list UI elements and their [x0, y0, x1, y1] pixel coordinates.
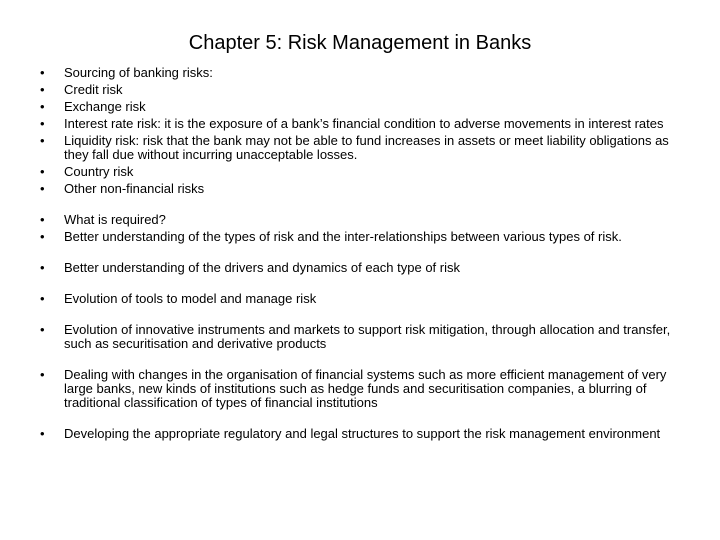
list-item: [40, 117, 690, 131]
bullet-list: [40, 66, 690, 444]
bullet-icon: •: [40, 99, 45, 114]
list-item: [40, 427, 690, 441]
bullet-icon: •: [40, 260, 45, 275]
slide-title: Chapter 5: Risk Management in Banks: [188, 32, 532, 54]
bullet-icon: •: [40, 82, 45, 97]
bullet-text: Liquidity risk: risk that the bank may not be able to fund increases in assets or meet liability obligations as they fall due without incurring unacceptable losses.: [64, 133, 669, 162]
list-item: [40, 292, 690, 306]
bullet-icon: •: [40, 229, 45, 244]
bullet-icon: •: [40, 291, 45, 306]
bullet-text: Interest rate risk: it is the exposure of a bank’s financial condition to adverse movements in interest rates: [64, 116, 664, 131]
bullet-icon: •: [40, 133, 45, 148]
list-item: [40, 368, 690, 410]
list-item: [40, 323, 690, 351]
bullet-icon: •: [40, 426, 45, 441]
bullet-icon: •: [40, 322, 45, 337]
bullet-text: Other non-financial risks: [64, 181, 205, 196]
bullet-icon: •: [40, 164, 45, 179]
list-item: [40, 134, 690, 162]
bullet-text: What is required?: [64, 212, 166, 227]
list-item: [40, 261, 690, 275]
bullet-text: Dealing with changes in the organisation of financial systems such as more efficient management of very large banks, new kinds of institutions such as hedge funds and securitisation companies, a blurring of traditional classification of types of financial institutions: [64, 367, 667, 410]
bullet-icon: •: [40, 65, 45, 80]
bullet-text: Developing the appropriate regulatory and legal structures to support the risk management environment: [64, 426, 661, 441]
bullet-icon: •: [40, 116, 45, 131]
bullet-icon: •: [40, 181, 45, 196]
bullet-icon: •: [40, 367, 45, 382]
bullet-text: Sourcing of banking risks:: [64, 65, 213, 80]
bullet-icon: •: [40, 212, 45, 227]
list-item: [40, 66, 690, 80]
bullet-text: Evolution of innovative instruments and markets to support risk mitigation, through allocation and transfer, such as securitisation and derivative products: [64, 322, 671, 351]
list-item: [40, 182, 690, 196]
list-item: [40, 165, 690, 179]
bullet-text: Exchange risk: [64, 99, 146, 114]
list-item: [40, 213, 690, 227]
bullet-text: Credit risk: [64, 82, 123, 97]
list-item: [40, 230, 690, 244]
bullet-text: Evolution of tools to model and manage risk: [64, 291, 317, 306]
bullet-text: Country risk: [64, 164, 134, 179]
bullet-text: Better understanding of the types of risk and the inter-relationships between various types of risk.: [64, 229, 622, 244]
bullet-text: Better understanding of the drivers and dynamics of each type of risk: [64, 260, 460, 275]
list-item: [40, 83, 690, 97]
list-item: [40, 100, 690, 114]
